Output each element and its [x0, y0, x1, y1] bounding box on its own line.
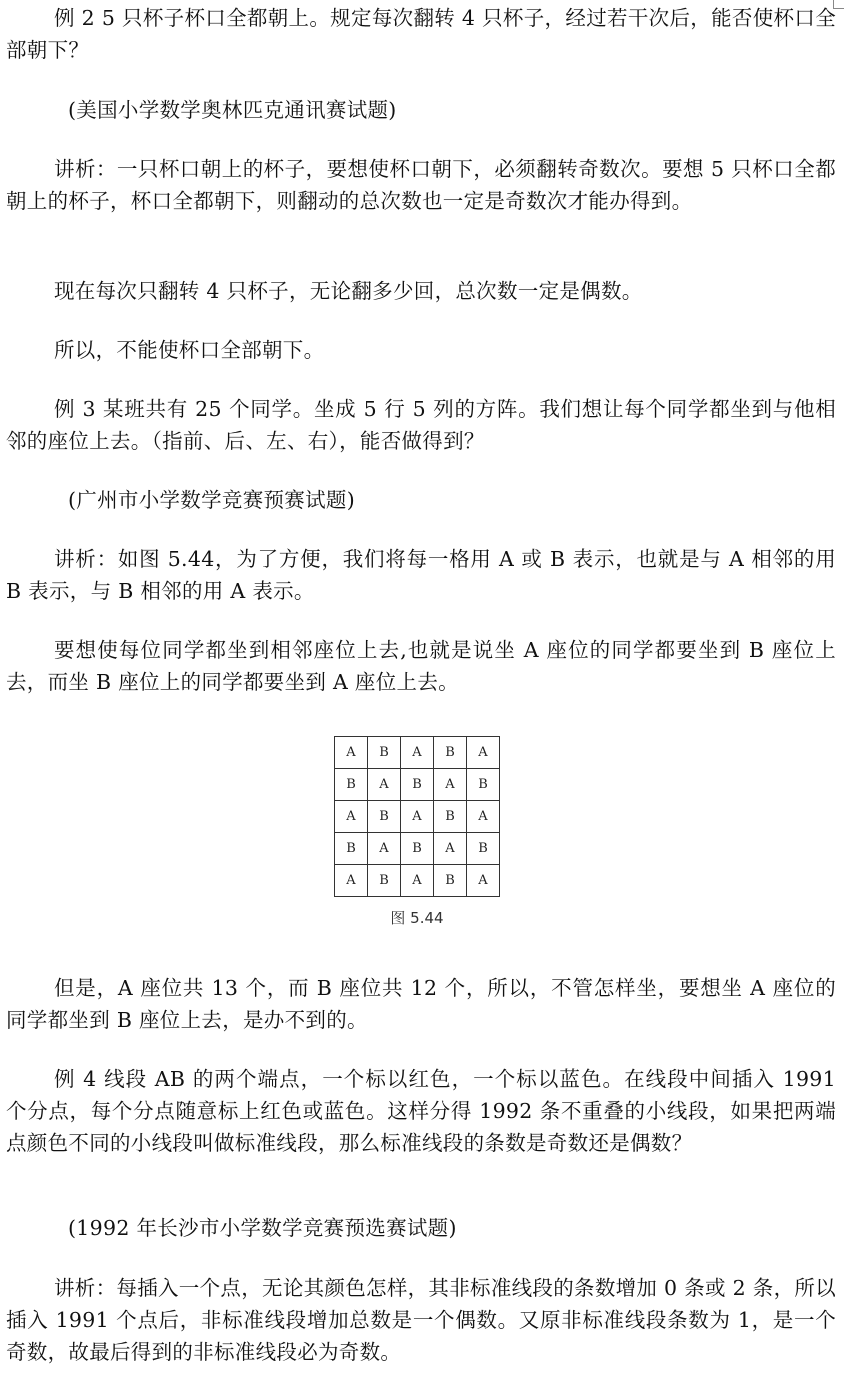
- grid-cell: B: [434, 737, 467, 769]
- grid-cell: B: [335, 833, 368, 865]
- grid-cell: A: [368, 769, 401, 801]
- grid-cell: A: [335, 737, 368, 769]
- example-4-analysis: 讲析：每插入一个点，无论其颜色怎样，其非标准线段的条数增加 0 条或 2 条，所以插入 1991 个点后，非标准线段增加总数是一个偶数。又原非标准线段条数为 1，是一个奇数，故最后得到的非标准线段必为奇数。: [6, 1276, 836, 1364]
- example-3-analysis-cont: 要想使每位同学都坐到相邻座位上去,也就是说坐 A 座位的同学都要坐到 B 座位上去，而坐 B 座位上的同学都要坐到 A 座位上去。: [6, 638, 836, 694]
- grid-cell: A: [335, 801, 368, 833]
- grid-cell: B: [467, 769, 500, 801]
- grid-cell: B: [335, 769, 368, 801]
- grid-cell: A: [401, 865, 434, 897]
- grid-cell: A: [434, 833, 467, 865]
- example-2-problem: 例 2 5 只杯子杯口全都朝上。规定每次翻转 4 只杯子，经过若干次后，能否使杯口全部朝下？: [6, 6, 836, 62]
- example-3-problem: 例 3 某班共有 25 个同学。坐成 5 行 5 列的方阵。我们想让每个同学都坐到与他相邻的座位上去。（指前、后、左、右），能否做得到？: [6, 397, 836, 453]
- example-3-analysis: 讲析：如图 5.44，为了方便，我们将每一格用 A 或 B 表示，也就是与 A 相邻的用 B 表示，与 B 相邻的用 A 表示。: [6, 547, 836, 603]
- grid-cell: B: [467, 833, 500, 865]
- example-2-analysis: 讲析：一只杯口朝上的杯子，要想使杯口朝下，必须翻转奇数次。要想 5 只杯口全都朝上的杯子，杯口全都朝下，则翻动的总次数也一定是奇数次才能办得到。: [6, 157, 836, 213]
- figure-caption: 图 5.44: [390, 909, 444, 927]
- grid-cell: A: [401, 801, 434, 833]
- example-3-conclusion: 但是，A 座位共 13 个，而 B 座位共 12 个，所以，不管怎样坐，要想坐 A 座位的同学都坐到 B 座位上去，是办不到的。: [6, 976, 836, 1032]
- grid-cell: B: [401, 833, 434, 865]
- grid-cell: A: [467, 737, 500, 769]
- grid-cell: B: [434, 865, 467, 897]
- example-4-problem: 例 4 线段 AB 的两个端点，一个标以红色，一个标以蓝色。在线段中间插入 1991 个分点，每个分点随意标上红色或蓝色。这样分得 1992 条不重叠的小线段，如果把两端点颜色不同的小线段叫做标准线段，那么标准线段的条数是奇数还是偶数？: [6, 1067, 836, 1155]
- grid-cell: B: [401, 769, 434, 801]
- grid-cell: B: [434, 801, 467, 833]
- figure-5-44: [334, 736, 504, 928]
- grid-cell: A: [467, 865, 500, 897]
- grid-cell: A: [434, 769, 467, 801]
- grid-cell: B: [368, 737, 401, 769]
- grid-cell: B: [368, 865, 401, 897]
- grid-cell: A: [335, 865, 368, 897]
- example-3-source: (广州市小学数学竞赛预赛试题): [68, 488, 355, 512]
- grid-cell: A: [401, 737, 434, 769]
- example-2-conclusion: 所以，不能使杯口全部朝下。: [54, 338, 325, 362]
- example-2-analysis-cont: 现在每次只翻转 4 只杯子，无论翻多少回，总次数一定是偶数。: [54, 279, 643, 303]
- grid-cell: A: [368, 833, 401, 865]
- example-4-source: (1992 年长沙市小学数学竞赛预选赛试题): [68, 1216, 457, 1240]
- example-2-source: (美国小学数学奥林匹克通讯赛试题): [68, 98, 397, 122]
- grid-cell: B: [368, 801, 401, 833]
- seat-grid: [334, 736, 500, 897]
- grid-cell: A: [467, 801, 500, 833]
